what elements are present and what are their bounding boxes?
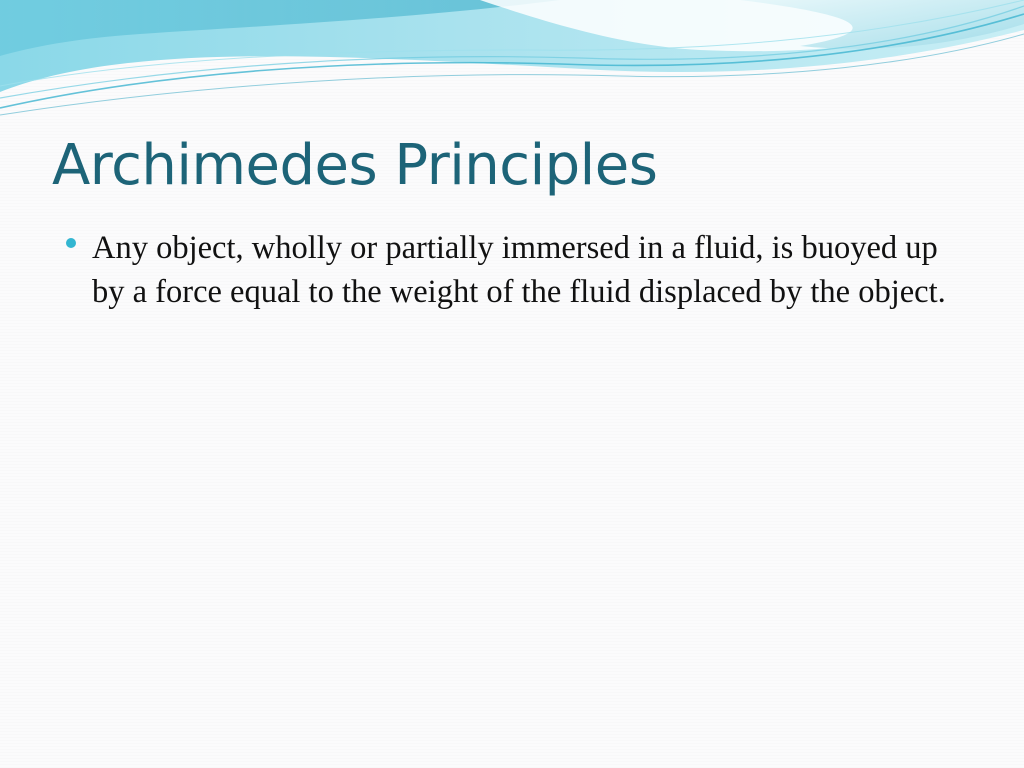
bullet-text: Any object, wholly or partially immersed in a fluid, is buoyed up by a force equal to the weight of the fluid displaced by the object. xyxy=(92,230,946,310)
wave-header-decoration xyxy=(0,0,1024,130)
slide-title: Archimedes Principles xyxy=(52,133,658,198)
bullet-list xyxy=(64,226,964,314)
bullet-item xyxy=(64,226,964,314)
bullet-dot-icon xyxy=(66,238,76,248)
